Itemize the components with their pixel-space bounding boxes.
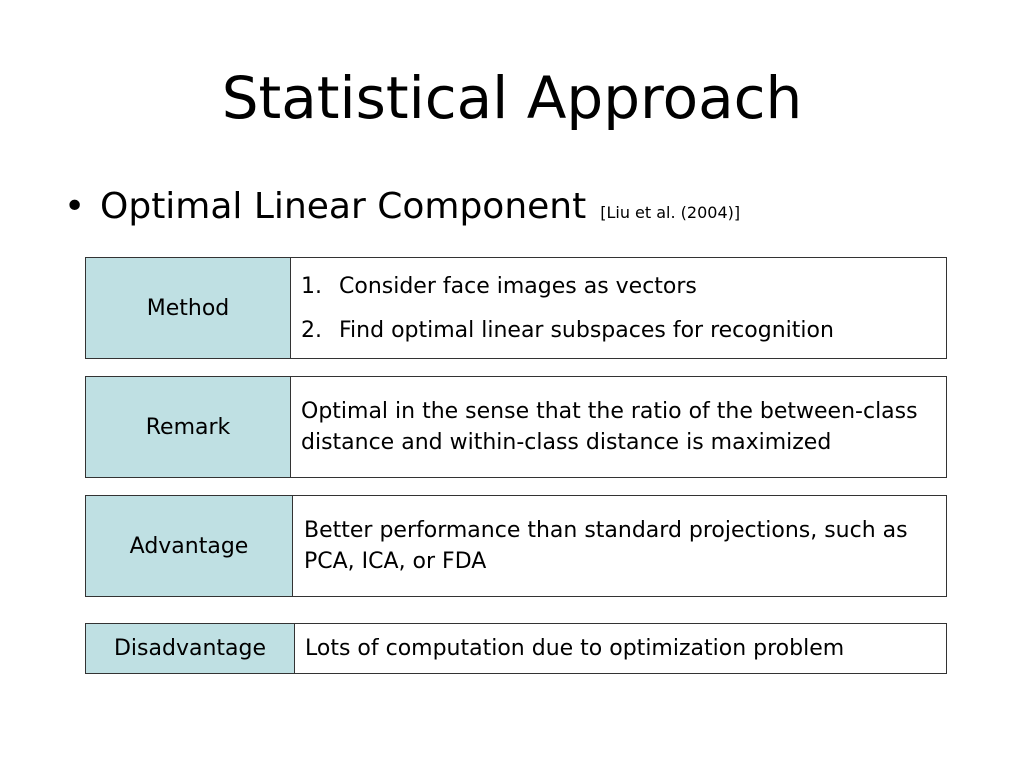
method-content xyxy=(291,258,946,358)
bullet-text: Optimal Linear Component xyxy=(100,186,587,227)
list-item-number: 1. xyxy=(301,274,322,299)
disadvantage-label: Disadvantage xyxy=(86,624,295,673)
remark-content: Optimal in the sense that the ratio of the between-class distance and within-class distance is maximized xyxy=(301,399,918,455)
list-item-text: Consider face images as vectors xyxy=(339,274,697,299)
advantage-row xyxy=(85,495,947,597)
citation: [Liu et al. (2004)] xyxy=(600,203,741,222)
advantage-label: Advantage xyxy=(86,496,293,596)
method-list xyxy=(301,265,938,353)
list-item xyxy=(301,265,938,309)
slide-title: Statistical Approach xyxy=(221,64,803,132)
list-item-text: Find optimal linear subspaces for recognition xyxy=(339,318,834,343)
advantage-content: Better performance than standard projections, such as PCA, ICA, or FDA xyxy=(304,518,908,574)
list-item-number: 2. xyxy=(301,318,322,343)
list-item xyxy=(301,309,938,353)
remark-label: Remark xyxy=(86,377,291,477)
remark-row xyxy=(85,376,947,478)
bullet-marker: • xyxy=(64,186,86,227)
disadvantage-content: Lots of computation due to optimization problem xyxy=(305,636,845,661)
disadvantage-row xyxy=(85,623,947,674)
bullet-item xyxy=(64,186,740,236)
method-row xyxy=(85,257,947,359)
method-label: Method xyxy=(86,258,291,358)
